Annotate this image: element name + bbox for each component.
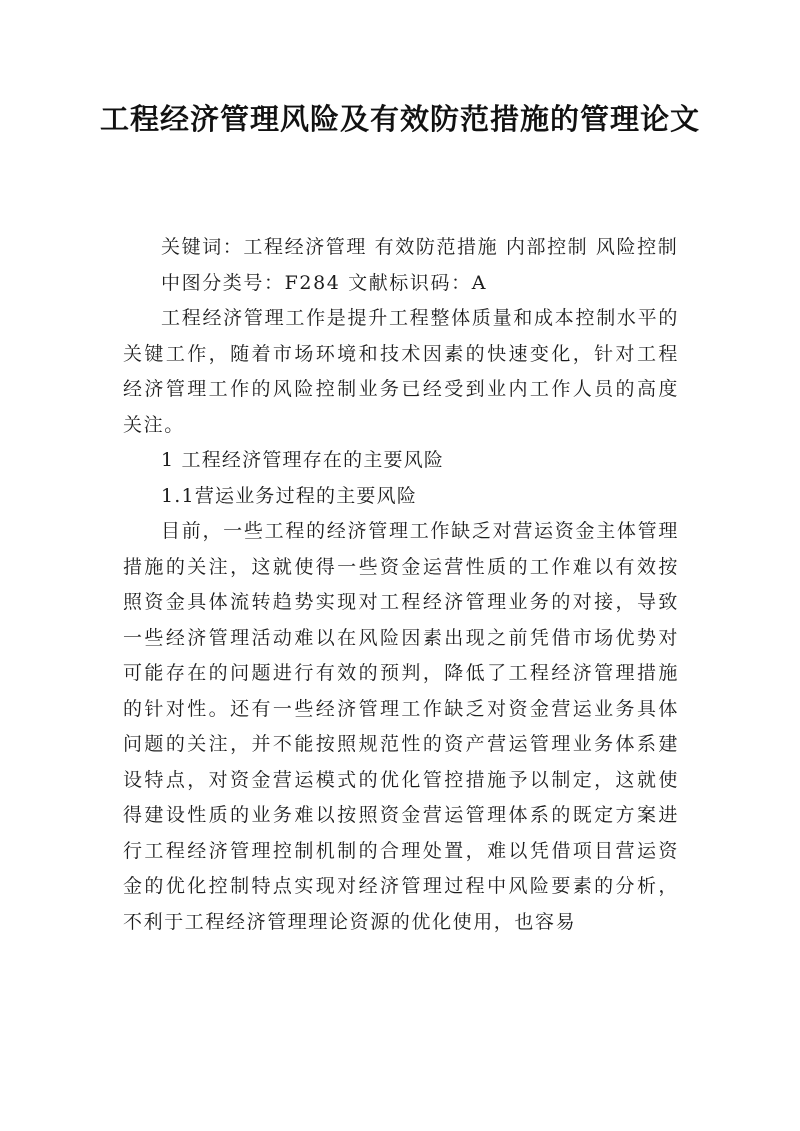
intro-paragraph: 工程经济管理工作是提升工程整体质量和成本控制水平的关键工作，随着市场环境和技术因素的快速变化，针对工程经济管理工作的风险控制业务已经受到业内工作人员的高度关注。 [123, 307, 679, 436]
section-1-1-heading: 1.1营运业务过程的主要风险 [161, 484, 418, 507]
section-1-heading: 1 工程经济管理存在的主要风险 [161, 449, 445, 471]
document-title: 工程经济管理风险及有效防范措施的管理论文 [100, 102, 701, 136]
document-body [123, 230, 679, 940]
keywords-paragraph: 关键词：工程经济管理 有效防范措施 内部控制 风险控制 [161, 236, 679, 258]
section-1-1-paragraph: 目前，一些工程的经济管理工作缺乏对营运资金主体管理措施的关注，这就使得一些资金运营性质的工作难以有效按照资金具体流转趋势实现对工程经济管理业务的对接，导致一些经济管理活动难以在风险因素出现之前凭借市场优势对可能存在的问题进行有效的预判，降低了工程经济管理措施的针对性。还有一些经济管理工作缺乏对资金营运业务具体问题的关注，并不能按照规范性的资产营运管理业务体系建设特点，对资金营运模式的优化管控措施予以制定，这就使得建设性质的业务难以按照资金营运管理体系的既定方案进行工程经济管理控制机制的合理处置，难以凭借项目营运资金的优化控制特点实现对经济管理过程中风险要素的分析，不利于工程经济管理理论资源的优化使用，也容易 [123, 520, 679, 933]
classification-paragraph: 中图分类号：F284 文献标识码：A [161, 271, 488, 294]
